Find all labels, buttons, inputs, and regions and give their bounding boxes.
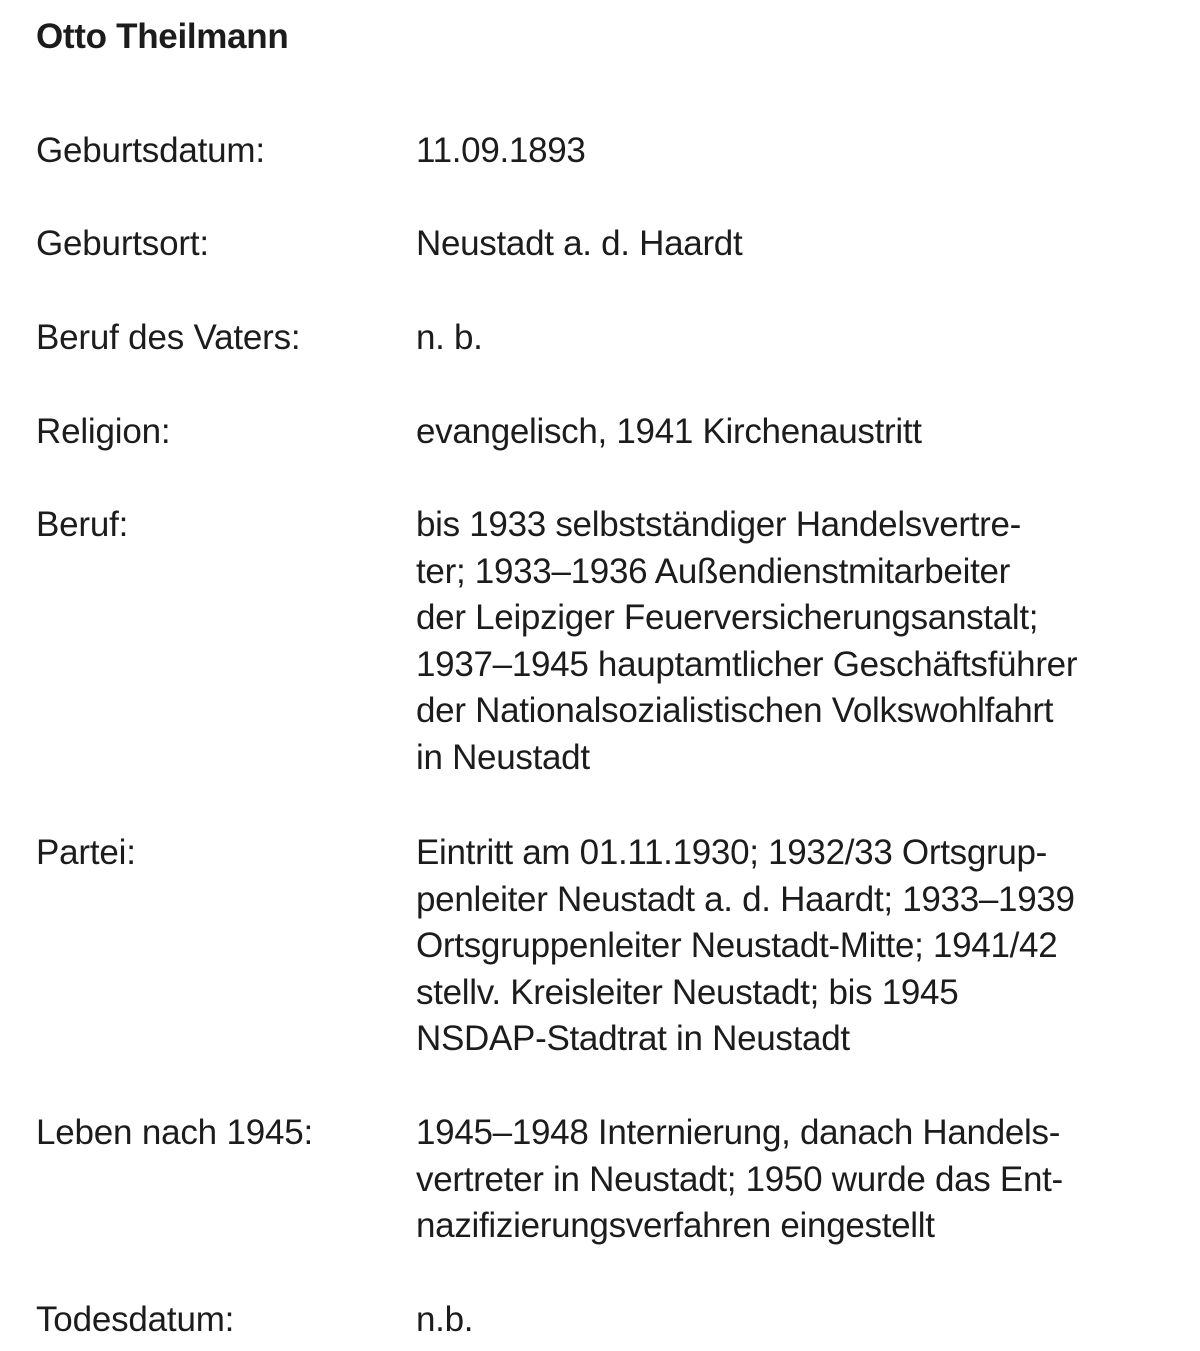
row-value [416, 1110, 1176, 1250]
value-line: vertreter in Neustadt; 1950 wurde das Ent- [416, 1159, 1063, 1199]
value-line: n.b. [416, 1300, 474, 1339]
value-line: penleiter Neustadt a. d. Haardt; 1933–1939 [416, 879, 1075, 919]
value-line: bis 1933 selbstständiger Handelsvertre- [416, 505, 1022, 544]
value-line: evangelisch, 1941 Kirchenaustritt [416, 412, 922, 451]
value-line: Ortsgruppenleiter Neustadt-Mitte; 1941/42 [416, 926, 1058, 965]
row-label: Partei: [36, 833, 136, 872]
row-value [416, 830, 1176, 1063]
value-line: 11.09.1893 [416, 131, 586, 170]
row-value [416, 502, 1176, 781]
row-value [416, 128, 1176, 175]
value-line: 1945–1948 Internierung, danach Handels- [416, 1113, 1061, 1152]
row-value [416, 1297, 1176, 1344]
row-value [416, 409, 1176, 456]
value-line: Neustadt a. d. Haardt [416, 224, 743, 263]
value-line: Eintritt am 01.11.1930; 1932/33 Ortsgrup- [416, 833, 1048, 872]
value-line: stellv. Kreisleiter Neustadt; bis 1945 [416, 972, 959, 1012]
value-line: der Nationalsozialistischen Volkswohlfahrt [416, 691, 1054, 730]
value-line: n. b. [416, 318, 483, 357]
page-title: Otto Theilmann [36, 17, 289, 56]
row-label: Todesdatum: [36, 1300, 235, 1339]
value-line: nazifizierungsverfahren eingestellt [416, 1206, 935, 1245]
row-label: Religion: [36, 412, 171, 451]
row-label: Geburtsdatum: [36, 131, 265, 170]
row-label: Leben nach 1945: [36, 1113, 314, 1152]
row-value [416, 315, 1176, 362]
row-value [416, 221, 1176, 268]
value-line: NSDAP-Stadtrat in Neustadt [416, 1019, 850, 1058]
value-line: der Leipziger Feuerversicherungsanstalt; [416, 598, 1039, 637]
row-label: Beruf: [36, 505, 129, 544]
value-line: in Neustadt [416, 737, 590, 777]
row-label: Geburtsort: [36, 224, 209, 263]
row-label: Beruf des Vaters: [36, 318, 301, 357]
value-line: ter; 1933–1936 Außendienstmitarbeiter [416, 551, 1011, 591]
value-line: 1937–1945 hauptamtlicher Geschäftsführer [416, 644, 1078, 684]
